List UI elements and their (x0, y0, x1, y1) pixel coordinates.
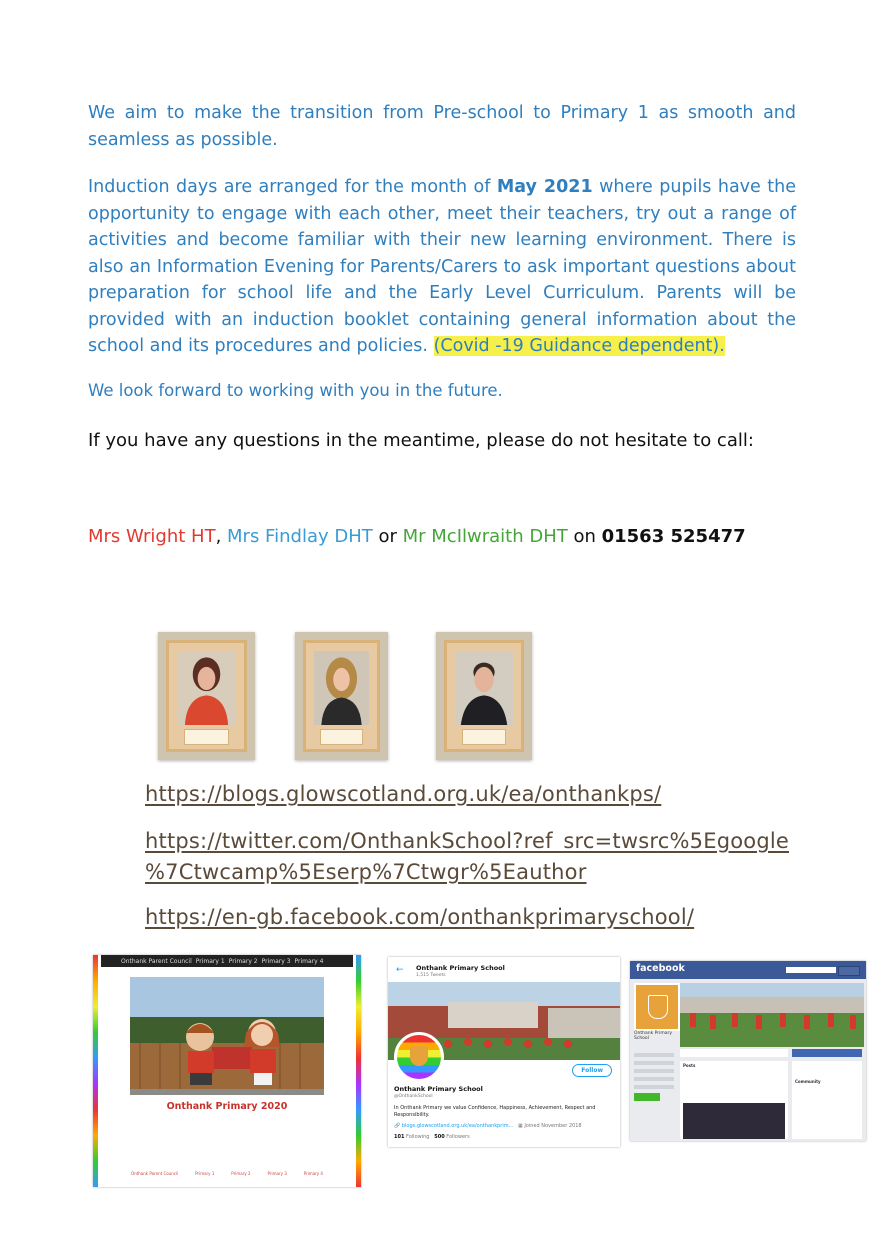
contact-or: or (372, 526, 403, 547)
questions-paragraph: If you have any questions in the meantime, please do not hesitate to call: (88, 430, 754, 451)
photo-deputy-findlay (295, 632, 388, 760)
contact-on: on (567, 526, 602, 547)
following-label[interactable]: Following (406, 1134, 430, 1140)
facebook-side-menu (634, 1053, 674, 1101)
blog-nav-item[interactable]: Primary 1 (195, 957, 225, 965)
twitter-link[interactable]: https://twitter.com/OnthankSchool?ref_src=twsrc%5Egoogle (145, 829, 789, 853)
blog-nav-item[interactable]: Onthank Parent Council (121, 957, 192, 965)
blog-footer-item[interactable]: Primary 1 (195, 1171, 215, 1176)
twitter-bio: In Onthank Primary we value Confidence, Happiness, Achievement, Respect and Responsibility. (394, 1105, 596, 1118)
follow-button[interactable]: Follow (572, 1064, 612, 1077)
link-icon: 🔗 (394, 1123, 401, 1129)
photo-deputy-mcilwraith (436, 632, 532, 760)
school-crest-icon (410, 1046, 428, 1066)
following-count[interactable]: 101 (394, 1134, 405, 1140)
community-heading: Community (795, 1079, 821, 1084)
twitter-link-continued[interactable]: %7Ctwcamp%5Eserp%7Ctwgr%5Eauthor (145, 860, 587, 884)
blog-title: Onthank Primary 2020 (166, 1101, 288, 1112)
person-icon (177, 651, 236, 725)
blog-nav-item[interactable]: Primary 3 (261, 957, 291, 965)
facebook-post (680, 1061, 788, 1139)
induction-date: May 2021 (496, 177, 593, 197)
facebook-action-bar[interactable] (680, 1049, 788, 1057)
twitter-avatar[interactable] (394, 1032, 444, 1082)
facebook-page-name: Onthank Primary School (634, 1031, 673, 1041)
induction-text-start: Induction days are arranged for the month of (88, 177, 497, 197)
blog-link[interactable]: https://blogs.glowscotland.org.uk/ea/onthankps/ (145, 782, 662, 806)
induction-paragraph (88, 174, 796, 360)
login-button[interactable] (838, 966, 860, 976)
twitter-screenshot (388, 957, 620, 1147)
forward-paragraph: We look forward to working with you in the future. (88, 381, 503, 400)
blog-footer-nav (131, 1171, 323, 1176)
contact-deputy-mcilwraith: Mr McIlwraith DHT (402, 526, 568, 547)
blog-footer-item[interactable]: Primary 3 (267, 1171, 287, 1176)
posts-heading: Posts (683, 1063, 696, 1068)
followers-label[interactable]: Followers (446, 1134, 470, 1140)
blog-screenshot (93, 955, 361, 1187)
person-icon (314, 651, 369, 725)
photo-head-teacher (158, 632, 255, 760)
blog-nav-item[interactable]: Primary 2 (228, 957, 258, 965)
twitter-tweet-count: 1,515 Tweets (416, 973, 446, 978)
twitter-handle: @OnthankSchool (394, 1094, 433, 1099)
post-image[interactable] (683, 1103, 785, 1139)
contacts-line (88, 524, 746, 550)
induction-text-end: where pupils have the opportunity to engage with each other, meet their teachers, try out a range of activities and become familiar with their new learning environment. There is also an Information Evening for Parents/Carers to ask important questions about preparation for school life and the Early Level Curriculum. Parents will be provided with an induction booklet containing general information about the school and its procedures and policies. (88, 177, 796, 356)
facebook-link[interactable]: https://en-gb.facebook.com/onthankprimaryschool/ (145, 905, 695, 929)
facebook-community-panel (792, 1061, 862, 1139)
back-arrow-icon[interactable]: ← (396, 965, 404, 975)
blog-nav-item[interactable]: Primary 4 (294, 957, 324, 965)
blog-footer-item[interactable]: Primary 2 (231, 1171, 251, 1176)
facebook-screenshot (630, 961, 866, 1141)
intro-paragraph: We aim to make the transition from Pre-school to Primary 1 as smooth and seamless as possible. (88, 103, 796, 150)
login-email-input[interactable] (786, 967, 836, 973)
covid-note: (Covid -19 Guidance dependent). (433, 336, 725, 356)
contact-deputy-findlay: Mrs Findlay DHT (227, 526, 373, 547)
twitter-joined-text: Joined November 2018 (524, 1123, 582, 1129)
school-cutout-photo (130, 977, 324, 1095)
twitter-website-url[interactable]: blogs.glowscotland.org.uk/ea/onthankprim... (401, 1123, 514, 1129)
twitter-profile-name: Onthank Primary School (394, 1085, 483, 1093)
followers-count[interactable]: 500 (434, 1134, 445, 1140)
twitter-header-name: Onthank Primary School (416, 964, 505, 972)
facebook-logo: facebook (636, 963, 685, 974)
twitter-counts (394, 1134, 470, 1140)
rainbow-border-right (356, 955, 361, 1187)
contact-phone: 01563 525477 (601, 526, 746, 547)
blog-footer-item[interactable]: Onthank Parent Council (131, 1171, 179, 1176)
twitter-website[interactable] (394, 1123, 513, 1129)
school-crest-icon (648, 995, 668, 1019)
facebook-profile-picture[interactable] (634, 983, 680, 1031)
send-message-button[interactable] (792, 1049, 862, 1057)
facebook-cover-photo (680, 983, 864, 1047)
contact-head-teacher: Mrs Wright HT (88, 526, 216, 547)
rainbow-border-left (93, 955, 98, 1187)
facebook-topbar (630, 961, 866, 979)
create-page-button[interactable] (634, 1093, 660, 1101)
twitter-joined (518, 1123, 582, 1129)
blog-nav-bar (101, 955, 353, 967)
person-icon (455, 651, 513, 725)
contact-separator: , (215, 526, 228, 547)
blog-footer-item[interactable]: Primary 4 (303, 1171, 323, 1176)
calendar-icon: ▦ (518, 1123, 523, 1129)
